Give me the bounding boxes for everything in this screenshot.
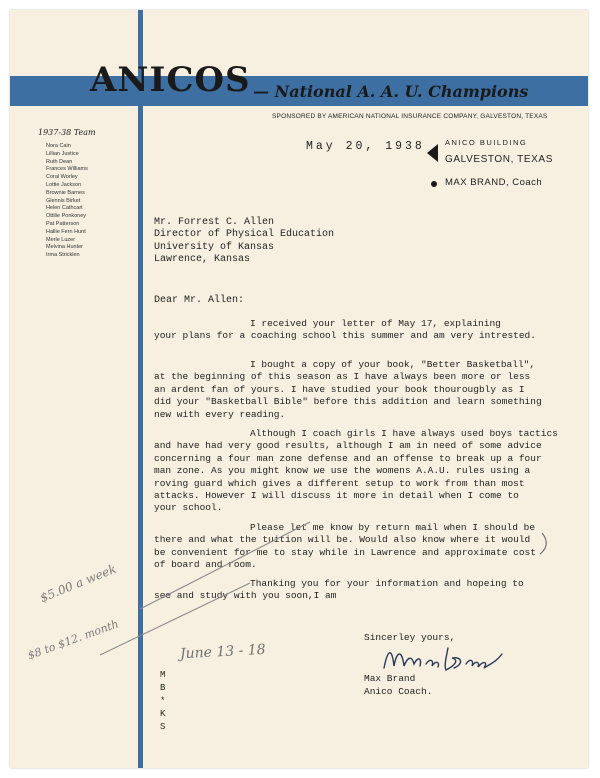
body-paragraph: [154, 428, 574, 515]
address-building: ANICO BUILDING: [445, 138, 528, 147]
initial-char: M: [160, 670, 166, 680]
handwritten-monthly-cost: $8 to $12. month: [26, 617, 121, 663]
salutation: Dear Mr. Allen:: [154, 295, 245, 306]
paragraph-line: attacks. However I will discuss it more in detail when I come to: [154, 490, 519, 502]
team-member: Frances Williams: [46, 166, 88, 173]
recipient-line: Lawrence, Kansas: [154, 254, 251, 266]
recipient-line: Director of Physical Education: [154, 229, 335, 241]
team-member: Irma Stricklen: [46, 252, 80, 259]
team-member: Pat Patterson: [46, 220, 80, 227]
team-member: Brownie Barnes: [46, 189, 85, 196]
letter-page: [10, 10, 588, 768]
letter-date: May 20, 1938: [306, 140, 425, 153]
vertical-blue-stripe: [138, 10, 143, 768]
paragraph-line: your plans for a coaching school this summer and am very intrested.: [154, 330, 536, 342]
closing: Sincerley yours,: [364, 632, 456, 643]
signer-title: Anico Coach.: [364, 686, 433, 697]
letterhead-tagline: — National A. A. U. Champions: [253, 82, 529, 101]
paragraph-line: concerning a four man zone defense and an offense to break up a four: [154, 452, 542, 464]
arrow-marker-icon: [427, 144, 438, 162]
handwritten-weekly-cost: $5.00 a week: [38, 561, 119, 605]
team-member: Lillian Justice: [46, 150, 79, 157]
initial-char: K: [160, 709, 166, 719]
typist-initials: [160, 669, 165, 734]
team-member: Nora Cain: [46, 143, 71, 149]
recipient-line: University of Kansas: [154, 241, 275, 253]
paragraph-line: new with every reading.: [154, 408, 286, 420]
team-member: Lottie Jackson: [46, 181, 82, 188]
paragraph-line: see and study with you soon,I am: [154, 590, 337, 602]
team-member: Glennis Birket: [46, 197, 81, 204]
paragraph-line: I received your letter of May 17, explaining: [250, 318, 501, 329]
paragraph-line: an ardent fan of yours. I have studied your book thourougbly as I: [154, 383, 525, 395]
paragraph-line: there and what the tuition will be. Would also know where it would: [154, 534, 531, 546]
coach-name: MAX BRAND, Coach: [445, 177, 543, 188]
recipient-line: Mr. Forrest C. Allen: [154, 217, 275, 228]
paragraph-line: of board and room.: [154, 559, 257, 571]
recipient-address: [154, 217, 334, 267]
paragraph-line: Although I coach girls I have always used boys tactics: [250, 428, 558, 439]
initial-char: *: [160, 696, 166, 706]
bullet-dot-icon: [431, 181, 437, 187]
paragraph-line: and have had very good results, although I am in need of some advice: [154, 440, 542, 452]
team-member: Coral Worley: [46, 174, 78, 181]
body-paragraph: [154, 359, 574, 421]
paragraph-line: I bought a copy of your book, "Better Basketball",: [250, 359, 536, 370]
anicos-logo: ANICOS: [90, 60, 251, 100]
team-member: Merle Luzer: [46, 236, 76, 243]
team-roster-title: 1937-38 Team: [38, 128, 96, 137]
paragraph-line: at the beginning of this season as I have always been more or less: [154, 371, 531, 383]
team-member: Ottilie Ponkoney: [46, 213, 87, 220]
team-member: Helen Cathcart: [46, 205, 83, 212]
initial-char: B: [160, 683, 166, 693]
paragraph-line: Thanking you for your information and hopeing to: [250, 578, 524, 589]
team-roster-list: [46, 143, 88, 260]
initial-char: S: [160, 722, 166, 732]
team-member: Ruth Dean: [46, 158, 73, 165]
handwritten-signature: [380, 642, 510, 676]
body-paragraph: [154, 578, 574, 603]
paragraph-line: Please let me know by return mail when I should be: [250, 522, 536, 533]
sponsor-line: SPONSORED BY AMERICAN NATIONAL INSURANCE COMPANY, GALVESTON, TEXAS: [272, 113, 548, 120]
paragraph-line: man zone. As you might know we use the womens A.A.U. rules using a: [154, 465, 531, 477]
paragraph-line: your school.: [154, 502, 223, 514]
paragraph-line: did your "Basketball Bible" before this addition and learn something: [154, 396, 542, 408]
address-city: GALVESTON, TEXAS: [445, 154, 553, 165]
handwritten-dates: June 13 - 18: [179, 641, 267, 663]
body-paragraph: [154, 318, 574, 343]
paragraph-line: be convenient for me to stay while in Lawrence and approximate cost: [154, 546, 536, 558]
team-member: Melvina Hunter: [46, 244, 83, 251]
paragraph-line: roving guard which gives a different setup to work from than most: [154, 477, 525, 489]
signer-name: Max Brand: [364, 673, 416, 684]
team-member: Hallie Fern Hunt: [46, 228, 86, 235]
body-paragraph: [154, 522, 574, 572]
